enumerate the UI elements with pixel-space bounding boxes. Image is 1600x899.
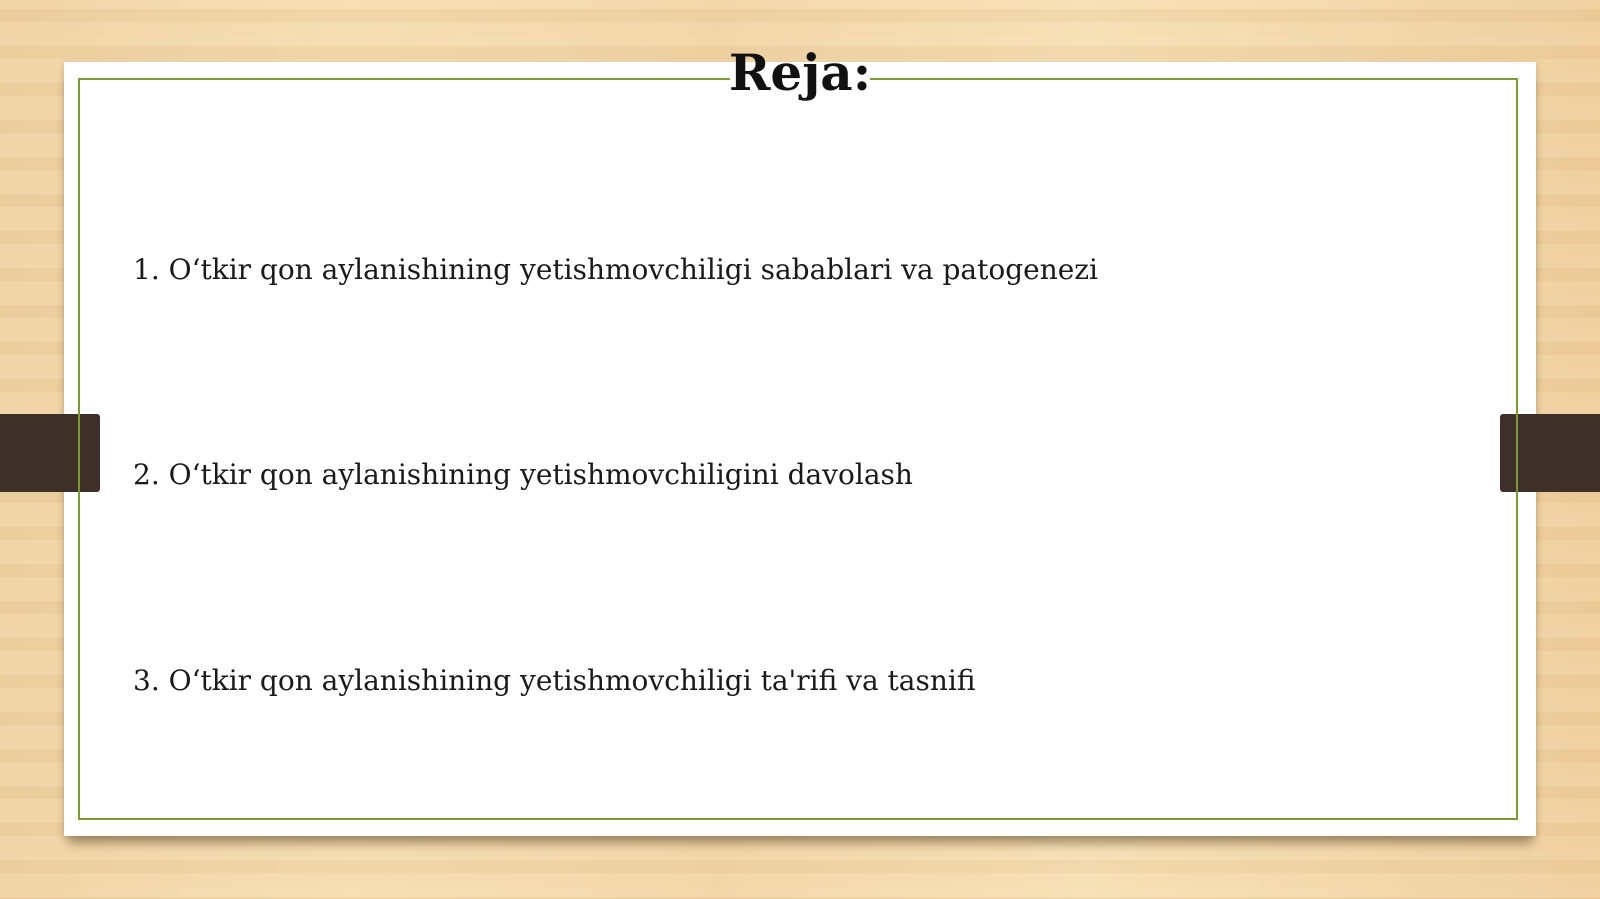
plan-item-1: 1. O‘tkir qon aylanishining yetishmovchiligi sabablari va patogenezi [133, 253, 1099, 286]
plan-item-3: 3. O‘tkir qon aylanishining yetishmovchiligi ta'rifi va tasnifi [133, 664, 976, 697]
slide-title: Reja: [728, 43, 872, 102]
slide-frame-border [78, 78, 1518, 820]
plan-item-2: 2. O‘tkir qon aylanishining yetishmovchiligini davolash [133, 458, 913, 491]
